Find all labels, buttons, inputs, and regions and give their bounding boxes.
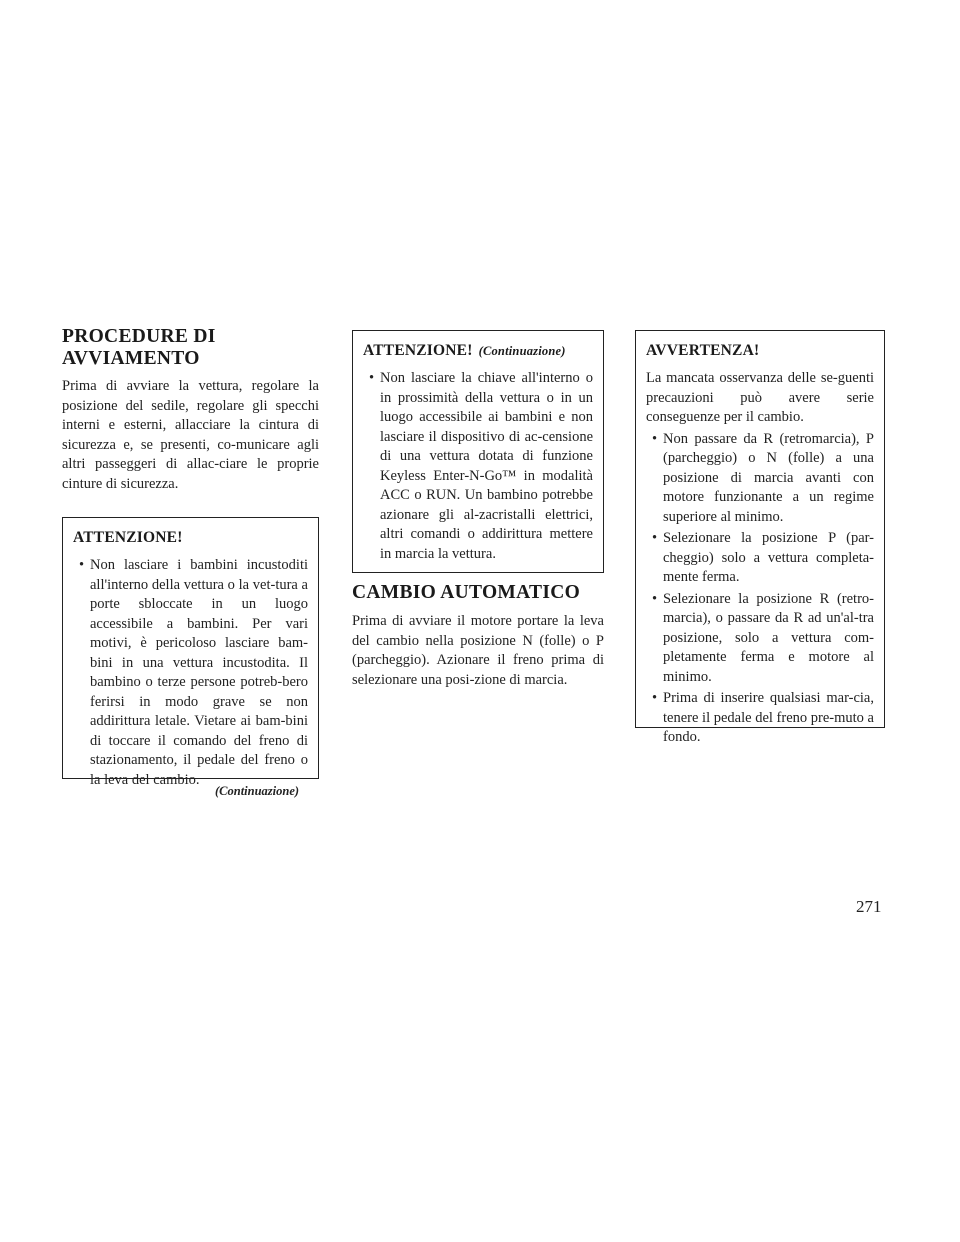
heading-line-1: PROCEDURE DI	[62, 326, 216, 347]
caution-box	[635, 330, 885, 745]
page-number: 271	[856, 897, 882, 916]
caution-bullet-text: Selezionare la posizione R (retro-marcia), o passare da R ad un'al-tra posizione, solo a vettura com-pletamente ferma e motore al minimo.	[663, 590, 874, 685]
caution-bullet	[646, 590, 874, 688]
warning-box-children	[62, 517, 319, 788]
bullet-icon: •	[652, 430, 658, 447]
warning-subtitle: (Continuazione)	[478, 344, 566, 358]
warning-title-continued	[363, 341, 593, 361]
caution-intro: La mancata osservanza delle se-guenti precauzioni può avere serie conseguenze per il cambio.	[646, 370, 874, 425]
section-heading-automatic: CAMBIO AUTOMATICO	[352, 582, 581, 603]
warning-list	[363, 369, 593, 564]
automatic-paragraph: Prima di avviare il motore portare la leva del cambio nella posizione N (folle) o P (parcheggio). Azionare il freno prima di selezionare una posi-zione di marcia.	[352, 613, 604, 688]
bullet-icon: •	[652, 690, 658, 706]
warning-title-text: ATTENZIONE!	[363, 342, 473, 359]
caution-bullet-text: Non passare da R (retromarcia), P (parcheggio) o N (folle) a una posizione di marcia avanti con motore funzionante a un regime superiore al minimo.	[663, 430, 874, 525]
caution-bullet	[646, 529, 874, 588]
warning-bullet-text: Non lasciare i bambini incustoditi all'interno della vettura o la vet-tura a porte sbloccate in un luogo accessibile a bambini. Per vari motivi, è pericoloso lasciare bam-bini in una vettura incustodita. Il bambino o terze persone potreb-bero ferirsi in modo grave se non addirittura letale. Vietare ai bam-bini di toccare il comando del freno di stazionamento, il pedale del freno o la leva del cambio.	[90, 557, 308, 788]
warning-list	[73, 556, 308, 790]
heading-line-2: AVVIAMENTO	[62, 348, 200, 369]
caution-list	[646, 430, 874, 748]
warning-box-key	[352, 330, 604, 573]
bullet-icon: •	[652, 590, 658, 607]
caution-bullet-text: Selezionare la posizione P (par-cheggio) solo a vettura completa-mente ferma.	[663, 530, 874, 585]
continued-label: (Continuazione)	[215, 784, 300, 798]
intro-paragraph: Prima di avviare la vettura, regolare la posizione del sedile, regolare gli specchi interni e esterni, allacciare la cintura di sicurezza e, se presenti, co-municare agli altri passeggeri di allac-ciare le proprie cinture di sicurezza.	[62, 378, 319, 492]
warning-title: ATTENZIONE!	[73, 529, 183, 546]
warning-bullet-text: Non lasciare la chiave all'interno o in prossimità della vettura o in un luogo accessibile ai bambini e non lasciare il dispositivo di ac-censione di una vettura dotata di funzione Keyless Enter-N-Go™ in modalità ACC o RUN. Un bambino potrebbe azionare gli al-zacristalli elettrici, altri comandi o addirittura mettere in marcia la vettura.	[380, 370, 593, 562]
warning-bullet	[73, 556, 308, 790]
caution-bullet-text: Prima di inserire qualsiasi mar-cia, tenere il pedale del freno pre-muto a fondo.	[663, 690, 874, 745]
caution-title: AVVERTENZA!	[646, 342, 760, 359]
warning-bullet	[363, 369, 593, 564]
bullet-icon: •	[79, 557, 85, 573]
bullet-icon: •	[369, 370, 375, 386]
caution-bullet	[646, 689, 874, 748]
bullet-icon: •	[652, 530, 658, 546]
section-heading-procedure	[62, 326, 319, 370]
caution-bullet	[646, 430, 874, 528]
